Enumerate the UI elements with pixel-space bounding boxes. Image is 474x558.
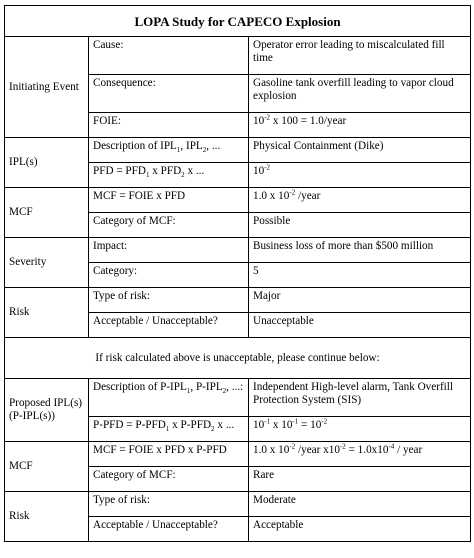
ipl-description-label: Description of $IPL_1$, $IPL_2$, ...	[89, 138, 249, 163]
table-row	[5, 138, 471, 163]
lopa-table	[4, 5, 471, 542]
severity-category-value: 5	[249, 263, 471, 288]
group-proposed-ipls: Proposed IPL(s) (P-IPL(s))	[5, 379, 89, 442]
pfd-value: $10^{-2}$	[249, 163, 471, 188]
mcf-category-value: Possible	[249, 213, 471, 238]
table-row	[5, 288, 471, 313]
table-row	[5, 37, 471, 75]
mcf2-formula-value: 1.0 x $10^{-2}$ /year $x10^{-2} = 1.0x10^{-4}$ / year	[249, 442, 471, 467]
risk2-type-value: Moderate	[249, 492, 471, 517]
ppfd-label: $P-PFD = P-PFD_1$ x $P-PFD_2$ x ...	[89, 417, 249, 442]
table-title: LOPA Study for CAPECO Explosion	[5, 6, 471, 37]
group-risk-2: Risk	[5, 492, 89, 542]
ppfd-value: $10^{-1}$ x $10^{-1} = 10^{-2}$	[249, 417, 471, 442]
consequence-label: Consequence:	[89, 75, 249, 113]
group-severity: Severity	[5, 238, 89, 288]
mcf2-formula-label: MCF = FOIE x PFD x P-PFD	[89, 442, 249, 467]
group-mcf-2: MCF	[5, 442, 89, 492]
impact-value: Business loss of more than $500 million	[249, 238, 471, 263]
consequence-value: Gasoline tank overfill leading to vapor cloud explosion	[249, 75, 471, 113]
mcf-formula-value: 1.0 x $10^{-2}$ /year	[249, 188, 471, 213]
pfd-label: PFD = $PFD_1$ x $PFD_2$ x ...	[89, 163, 249, 188]
table-row	[5, 492, 471, 517]
pipl-description-value: Independent High-level alarm, Tank Overfill Protection System (SIS)	[249, 379, 471, 417]
acceptable-label: Acceptable / Unacceptable?	[89, 313, 249, 338]
risk-type-value: Major	[249, 288, 471, 313]
table-row	[5, 188, 471, 213]
cause-value: Operator error leading to miscalculated fill time	[249, 37, 471, 75]
acceptable2-value: Acceptable	[249, 517, 471, 542]
note-row	[5, 338, 471, 379]
mcf-category-label: Category of MCF:	[89, 213, 249, 238]
group-ipls: IPL(s)	[5, 138, 89, 188]
table-row	[5, 379, 471, 417]
table-row	[5, 238, 471, 263]
mcf-formula-label: MCF = FOIE x PFD	[89, 188, 249, 213]
mcf2-category-label: Category of MCF:	[89, 467, 249, 492]
cause-label: Cause:	[89, 37, 249, 75]
acceptable2-label: Acceptable / Unacceptable?	[89, 517, 249, 542]
title-row	[5, 6, 471, 37]
lopa-document	[4, 5, 471, 542]
table-row	[5, 442, 471, 467]
acceptable-value: Unacceptable	[249, 313, 471, 338]
mcf2-category-value: Rare	[249, 467, 471, 492]
ipl-description-value: Physical Containment (Dike)	[249, 138, 471, 163]
impact-label: Impact:	[89, 238, 249, 263]
risk2-type-label: Type of risk:	[89, 492, 249, 517]
continue-note: If risk calculated above is unacceptable, please continue below:	[5, 338, 471, 379]
foie-value: $10^{-2}$ x 100 = 1.0/year	[249, 113, 471, 138]
group-risk: Risk	[5, 288, 89, 338]
pipl-description-label: Description of $P-IPL_1$, $P-IPL_2$, ...:	[89, 379, 249, 417]
foie-label: FOIE:	[89, 113, 249, 138]
severity-category-label: Category:	[89, 263, 249, 288]
risk-type-label: Type of risk:	[89, 288, 249, 313]
group-mcf: MCF	[5, 188, 89, 238]
group-initiating-event: Initiating Event	[5, 37, 89, 138]
